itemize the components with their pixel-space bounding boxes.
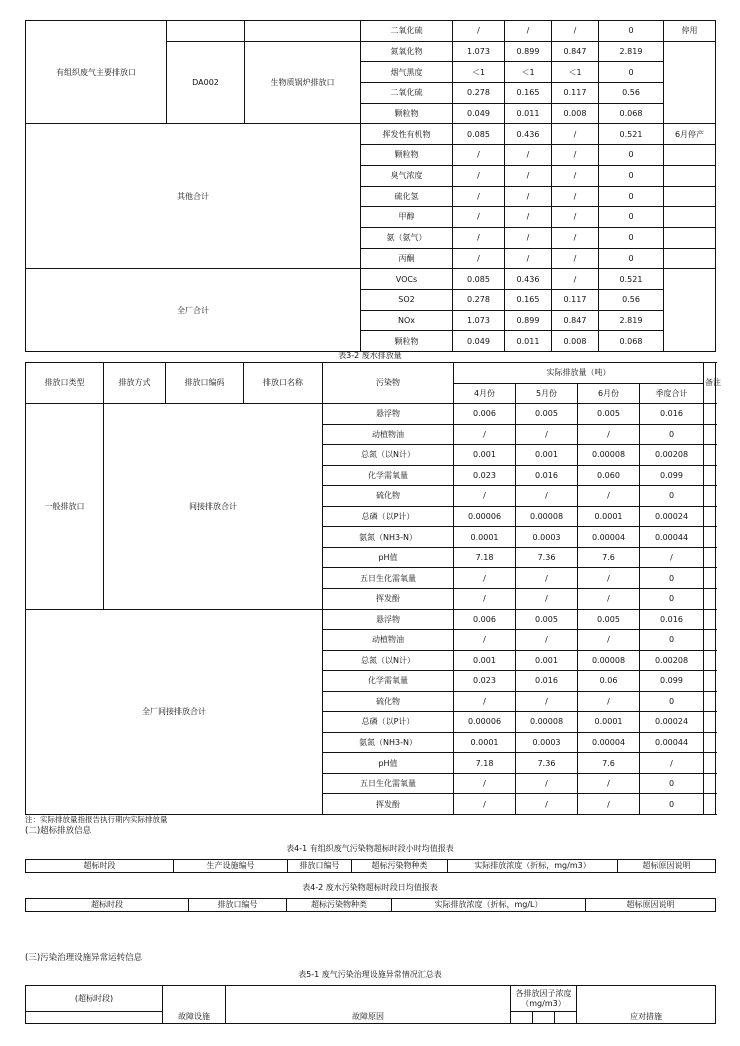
total-cell: 0 (599, 186, 664, 207)
quarter-total-cell: 0 (640, 691, 704, 712)
month-value-cell: 0.023 (454, 465, 516, 486)
quarter-total-cell: 0.00044 (640, 732, 704, 753)
value-cell: / (505, 227, 552, 248)
month-value-cell: / (516, 568, 578, 589)
header-cell: 生产设施编号 (174, 860, 288, 873)
total-cell: 0.521 (599, 124, 664, 145)
table-4-2-caption: 表4-2 废水污染物超标时段日均值报表 (302, 883, 438, 892)
section-2-title: (二)超标排放信息 (25, 826, 92, 836)
total-cell: 0.521 (599, 269, 664, 290)
month-value-cell: 7.18 (454, 753, 516, 774)
month-value-cell: / (516, 794, 578, 815)
quarter-total-cell: 0.00208 (640, 650, 704, 671)
total-cell: 2.819 (599, 41, 664, 62)
pollutant-cell: 五日生化需氧量 (323, 568, 454, 589)
month-value-cell: 0.005 (578, 404, 640, 425)
header-month: 5月份 (516, 383, 578, 404)
header-cell: 超标时段 (26, 899, 189, 912)
measure-header: 应对措施 (577, 986, 716, 1024)
pollutant-cell: 五日生化需氧量 (323, 773, 454, 794)
total-cell: 0 (599, 145, 664, 166)
quarter-total-cell: 0 (640, 794, 704, 815)
month-value-cell: / (578, 630, 640, 651)
note-cell (664, 145, 716, 166)
quarter-total-cell: 0 (640, 424, 704, 445)
value-cell: 1.073 (453, 310, 505, 331)
month-value-cell: / (578, 691, 640, 712)
value-cell: / (505, 186, 552, 207)
value-cell: / (453, 165, 505, 186)
month-value-cell: / (578, 589, 640, 610)
table-4-1 (25, 859, 716, 873)
value-cell: / (453, 227, 505, 248)
value-cell: 0.847 (552, 310, 599, 331)
month-value-cell: 0.016 (516, 671, 578, 692)
table-4-2 (25, 898, 716, 912)
value-cell: 0.049 (453, 103, 505, 124)
pollutant-cell: 动植物油 (323, 630, 454, 651)
month-value-cell: / (454, 794, 516, 815)
table-3-2-caption: 表3-2 废水排放量 (338, 351, 402, 360)
note-cell (664, 41, 716, 124)
empty-cell (26, 1012, 163, 1024)
note-cell (704, 794, 716, 815)
month-value-cell: 0.00008 (516, 506, 578, 527)
value-cell: 0.278 (453, 83, 505, 104)
value-cell: 0.011 (505, 103, 552, 124)
pollutant-cell: 化学需氧量 (323, 671, 454, 692)
month-value-cell: 0.00008 (516, 712, 578, 733)
month-value-cell: 0.060 (578, 465, 640, 486)
total-cell: 0.068 (599, 103, 664, 124)
section-3-title: (三)污染治理设施异常运转信息 (25, 953, 143, 963)
note-cell (704, 732, 716, 753)
table-4-1-caption: 表4-1 有组织废气污染物超标时段小时均值报表 (286, 844, 454, 853)
value-cell: ＜1 (453, 62, 505, 83)
month-value-cell: / (516, 630, 578, 651)
value-cell: 0.011 (505, 331, 552, 352)
header-cell: 超标时段 (26, 860, 174, 873)
empty-cell (555, 1012, 577, 1024)
month-value-cell: / (454, 568, 516, 589)
value-cell: / (453, 186, 505, 207)
value-cell: / (453, 21, 505, 42)
month-value-cell: 0.00004 (578, 527, 640, 548)
note-cell: 停用 (664, 21, 716, 42)
pollutant-cell: 氨氮（NH3-N） (323, 527, 454, 548)
pollutant-cell: 二氧化硫 (361, 21, 453, 42)
pollutant-cell: 挥发酚 (323, 794, 454, 815)
value-cell: 0.278 (453, 289, 505, 310)
pollutant-cell: pH值 (323, 753, 454, 774)
note-cell (704, 424, 716, 445)
total-cell: 0 (599, 21, 664, 42)
value-cell: / (552, 124, 599, 145)
quarter-total-cell: 0.016 (640, 404, 704, 425)
pollutant-cell: 总氮（以N计） (323, 445, 454, 466)
month-value-cell: 0.00008 (578, 650, 640, 671)
header-method: 排放方式 (104, 363, 166, 404)
value-cell: 0.008 (552, 331, 599, 352)
pollutant-cell: 氮氧化物 (361, 41, 453, 62)
pollutant-cell: 总氮（以N计） (323, 650, 454, 671)
month-value-cell: 0.0001 (454, 527, 516, 548)
facility-header: 故障设施 (163, 986, 226, 1024)
note-cell (704, 589, 716, 610)
month-value-cell: / (454, 691, 516, 712)
month-value-cell: 0.005 (516, 609, 578, 630)
pollutant-cell: 丙酮 (361, 248, 453, 269)
quarter-total-cell: 0.016 (640, 609, 704, 630)
factor-header: 各排放因子浓度（mg/m3） (511, 986, 577, 1012)
month-value-cell: 0.00006 (454, 712, 516, 733)
note-cell (664, 186, 716, 207)
value-cell: / (552, 227, 599, 248)
month-value-cell: / (454, 773, 516, 794)
header-cell: 超标污染物种类 (352, 860, 448, 873)
empty-cell (245, 21, 361, 42)
pollutant-cell: 悬浮物 (323, 609, 454, 630)
header-cell: 实际排放浓度（折标，mg/L） (392, 899, 586, 912)
value-cell: ＜1 (552, 62, 599, 83)
pollutant-cell: 动植物油 (323, 424, 454, 445)
period-header: (超标时段) (26, 986, 163, 1012)
month-value-cell: / (516, 589, 578, 610)
value-cell: / (505, 248, 552, 269)
header-quarter-total: 季度合计 (640, 383, 704, 404)
quarter-total-cell: 0.00044 (640, 527, 704, 548)
total-cell: 0.068 (599, 331, 664, 352)
total-cell: 2.819 (599, 310, 664, 331)
note-cell (704, 753, 716, 774)
month-value-cell: 0.016 (516, 465, 578, 486)
month-value-cell: / (578, 568, 640, 589)
month-value-cell: / (454, 630, 516, 651)
value-cell: / (505, 165, 552, 186)
header-pollutant: 污染物 (323, 363, 454, 404)
value-cell: / (552, 21, 599, 42)
reason-header: 故障原因 (226, 986, 511, 1024)
month-value-cell: 7.18 (454, 547, 516, 568)
pollutant-cell: 挥发性有机物 (361, 124, 453, 145)
note-cell: 6月停产 (664, 124, 716, 145)
quarter-total-cell: / (640, 753, 704, 774)
quarter-total-cell: 0.00024 (640, 712, 704, 733)
month-value-cell: 0.006 (454, 609, 516, 630)
pollutant-cell: 硫化物 (323, 691, 454, 712)
pollutant-cell: 硫化氢 (361, 186, 453, 207)
note-cell (704, 568, 716, 589)
month-value-cell: 0.001 (454, 445, 516, 466)
month-value-cell: 7.6 (578, 753, 640, 774)
pollutant-cell: 化学需氧量 (323, 465, 454, 486)
month-value-cell: 0.0003 (516, 527, 578, 548)
total-cell: 0.56 (599, 83, 664, 104)
quarter-total-cell: 0 (640, 630, 704, 651)
empty-cell (167, 21, 245, 42)
month-value-cell: / (578, 794, 640, 815)
value-cell: / (552, 248, 599, 269)
note-cell (704, 773, 716, 794)
pollutant-cell: 甲醇 (361, 207, 453, 228)
month-value-cell: / (578, 486, 640, 507)
month-value-cell: 0.0003 (516, 732, 578, 753)
value-cell: 0.117 (552, 289, 599, 310)
value-cell: / (453, 145, 505, 166)
header-actual-emission: 实际排放量（吨） (454, 363, 704, 384)
table-5-1-caption: 表5-1 废气污染治理设施异常情况汇总表 (298, 970, 442, 979)
air-emission-table (25, 20, 716, 352)
header-cell: 超标原因说明 (618, 860, 716, 873)
value-cell: / (505, 21, 552, 42)
table-5-1 (25, 985, 716, 1024)
pollutant-cell: 颗粒物 (361, 331, 453, 352)
empty-cell (533, 1012, 555, 1024)
month-value-cell: 0.001 (454, 650, 516, 671)
value-cell: 0.117 (552, 83, 599, 104)
month-value-cell: 0.0001 (454, 732, 516, 753)
value-cell: 0.436 (505, 124, 552, 145)
month-value-cell: 0.023 (454, 671, 516, 692)
note-cell (704, 630, 716, 651)
value-cell: 0.899 (505, 41, 552, 62)
header-cell: 超标原因说明 (586, 899, 716, 912)
total-cell: 0 (599, 207, 664, 228)
value-cell: 0.165 (505, 83, 552, 104)
note-cell (704, 506, 716, 527)
month-value-cell: / (516, 486, 578, 507)
month-value-cell: 0.00008 (578, 445, 640, 466)
plant-total-label-cell: 全厂合计 (26, 269, 361, 352)
month-value-cell: 0.00004 (578, 732, 640, 753)
value-cell: 0.085 (453, 269, 505, 290)
month-value-cell: 7.6 (578, 547, 640, 568)
month-value-cell: 0.006 (454, 404, 516, 425)
pollutant-cell: 总磷（以P计） (323, 712, 454, 733)
note-cell (664, 165, 716, 186)
header-note: 备注 (704, 363, 716, 404)
header-outlet-code: 排放口编码 (166, 363, 244, 404)
organized-outlet-group-cell: 有组织废气主要排放口 (26, 21, 167, 124)
pollutant-cell: 烟气黑度 (361, 62, 453, 83)
value-cell: 0.165 (505, 289, 552, 310)
month-value-cell: 0.005 (516, 404, 578, 425)
pollutant-cell: 挥发酚 (323, 589, 454, 610)
value-cell: ＜1 (505, 62, 552, 83)
pollutant-cell: 二氧化硫 (361, 83, 453, 104)
note-cell (704, 691, 716, 712)
outlet-code-cell: DA002 (167, 41, 245, 124)
quarter-total-cell: 0.00208 (640, 445, 704, 466)
month-value-cell: 0.06 (578, 671, 640, 692)
table-row (26, 609, 716, 630)
pollutant-cell: 硫化物 (323, 486, 454, 507)
note-cell (704, 527, 716, 548)
general-outlet-rows (26, 404, 716, 609)
month-value-cell: / (454, 589, 516, 610)
month-value-cell: 0.005 (578, 609, 640, 630)
note-cell (704, 671, 716, 692)
value-cell: / (552, 186, 599, 207)
wastewater-table (25, 362, 721, 815)
outlet-type-cell: 一般排放口 (26, 404, 104, 609)
total-cell: 0 (599, 62, 664, 83)
month-value-cell: 0.001 (516, 650, 578, 671)
note-cell (664, 207, 716, 228)
other-total-label-cell: 其他合计 (26, 124, 361, 269)
outlet-name-cell: 生物质锅炉排放口 (245, 41, 361, 124)
note-cell (704, 609, 716, 630)
pollutant-cell: 氨（氨气） (361, 227, 453, 248)
month-value-cell: 0.00006 (454, 506, 516, 527)
value-cell: / (552, 145, 599, 166)
pollutant-cell: 悬浮物 (323, 404, 454, 425)
value-cell: 1.073 (453, 41, 505, 62)
header-cell: 超标污染物种类 (287, 899, 392, 912)
header-cell: 实际排放浓度（折标，mg/m3） (448, 860, 618, 873)
header-month: 4月份 (454, 383, 516, 404)
value-cell: / (505, 207, 552, 228)
quarter-total-cell: 0 (640, 568, 704, 589)
note-cell (704, 712, 716, 733)
quarter-total-cell: 0.099 (640, 671, 704, 692)
value-cell: / (552, 269, 599, 290)
month-value-cell: / (516, 424, 578, 445)
header-month: 6月份 (578, 383, 640, 404)
plant-indirect-rows (26, 609, 716, 814)
month-value-cell: / (516, 691, 578, 712)
value-cell: / (552, 165, 599, 186)
pollutant-cell: NOx (361, 310, 453, 331)
note-cell (704, 465, 716, 486)
month-value-cell: 0.0001 (578, 506, 640, 527)
total-cell: 0 (599, 248, 664, 269)
total-cell: 0 (599, 227, 664, 248)
plant-indirect-total-cell: 全厂间接排放合计 (26, 609, 323, 814)
quarter-total-cell: 0 (640, 486, 704, 507)
value-cell: 0.436 (505, 269, 552, 290)
pollutant-cell: VOCs (361, 269, 453, 290)
month-value-cell: 0.0001 (578, 712, 640, 733)
quarter-total-cell: 0.00024 (640, 506, 704, 527)
value-cell: / (453, 248, 505, 269)
value-cell: / (552, 207, 599, 228)
note-cell (664, 248, 716, 269)
note-cell (664, 227, 716, 248)
quarter-total-cell: 0 (640, 589, 704, 610)
total-cell: 0 (599, 165, 664, 186)
quarter-total-cell: 0 (640, 773, 704, 794)
pollutant-cell: 氨氮（NH3-N） (323, 732, 454, 753)
value-cell: 0.049 (453, 331, 505, 352)
footnote: 注：实际排放量指报告执行期内实际排放量 (25, 815, 168, 824)
month-value-cell: 7.36 (516, 547, 578, 568)
pollutant-cell: 臭气浓度 (361, 165, 453, 186)
value-cell: / (505, 145, 552, 166)
value-cell: 0.008 (552, 103, 599, 124)
month-value-cell: 7.36 (516, 753, 578, 774)
value-cell: 0.899 (505, 310, 552, 331)
pollutant-cell: 颗粒物 (361, 103, 453, 124)
total-cell: 0.56 (599, 289, 664, 310)
month-value-cell: / (578, 424, 640, 445)
header-cell: 排放口编号 (189, 899, 287, 912)
pollutant-cell: 总磷（以P计） (323, 506, 454, 527)
header-cell: 排放口编号 (288, 860, 352, 873)
month-value-cell: 0.001 (516, 445, 578, 466)
note-cell (664, 269, 716, 352)
table-row (26, 404, 716, 425)
header-outlet-name: 排放口名称 (244, 363, 323, 404)
value-cell: / (453, 207, 505, 228)
method-cell: 间接排放合计 (104, 404, 323, 609)
note-cell (704, 650, 716, 671)
value-cell: 0.085 (453, 124, 505, 145)
month-value-cell: / (454, 486, 516, 507)
note-cell (704, 547, 716, 568)
note-cell (704, 486, 716, 507)
header-outlet-type: 排放口类型 (26, 363, 104, 404)
pollutant-cell: SO2 (361, 289, 453, 310)
value-cell: 0.847 (552, 41, 599, 62)
month-value-cell: / (578, 773, 640, 794)
note-cell (704, 445, 716, 466)
month-value-cell: / (454, 424, 516, 445)
note-cell (704, 404, 716, 425)
empty-cell (511, 1012, 533, 1024)
quarter-total-cell: 0.099 (640, 465, 704, 486)
month-value-cell: / (516, 773, 578, 794)
pollutant-cell: 颗粒物 (361, 145, 453, 166)
quarter-total-cell: / (640, 547, 704, 568)
pollutant-cell: pH值 (323, 547, 454, 568)
